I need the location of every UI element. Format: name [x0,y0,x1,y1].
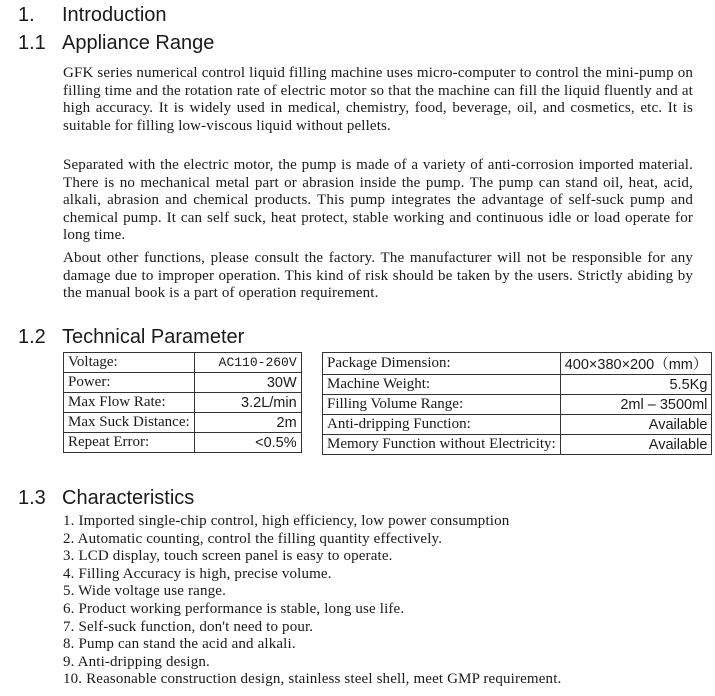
param-label: Filling Volume Range: [323,395,561,415]
section-title: Characteristics [62,487,195,509]
list-item: 9. Anti-dripping design. [63,653,210,670]
section-title: Introduction [62,4,167,26]
section-number: 1.1 [18,32,46,54]
list-item: 3. LCD display, touch screen panel is easy to operate. [63,548,393,565]
list-item: 7. Self-suck function, don't need to pour. [63,618,314,635]
param-label: Memory Function without Electricity: [323,435,561,455]
param-label: Machine Weight: [323,375,561,395]
param-value: 3.2L/min [194,393,301,413]
technical-parameter-table-left [63,352,302,453]
param-value: <0.5% [194,433,301,453]
characteristics-list [63,513,561,689]
list-item: 10. Reasonable construction design, stainless steel shell, meet GMP requirement. [63,671,562,688]
param-label: Max Suck Distance: [64,413,195,433]
table-row [323,353,712,375]
table-row [64,413,302,433]
param-value: 2m [194,413,301,433]
section-heading-characteristics [18,487,194,510]
section-number: 1.3 [18,487,46,509]
section-title: Appliance Range [62,32,215,54]
list-item: 6. Product working performance is stable, long use life. [63,600,405,617]
param-value: Available [560,415,712,435]
table-row [323,375,712,395]
section-heading-technical-parameter [18,326,244,349]
list-item: 2. Automatic counting, control the filling quantity effectively. [63,530,443,547]
param-value: 2ml – 3500ml [560,395,712,415]
section-heading-appliance-range [18,32,214,55]
list-item: 8. Pump can stand the acid and alkali. [63,636,296,653]
section-heading-introduction [18,4,167,27]
section-number: 1.2 [18,326,46,348]
param-value: 30W [194,373,301,393]
param-label: Voltage: [64,353,195,373]
param-value: AC110-260V [194,353,301,373]
table-row [323,415,712,435]
technical-parameter-table-right [322,352,712,455]
param-label: Package Dimension: [323,353,561,375]
paragraph-pump-material: Separated with the electric motor, the pump is made of a variety of anti-corrosion imported material. There is no mechanical metal part or abrasion inside the pump. The pump can stand oil, heat, acid, alkali, abrasion and chemical products. This pump integrates the advantage of self-suck pump and chemical pump. It can self suck, heat protect, stable working and continuous idle or load operate for long time. [63,157,693,244]
table-row [64,433,302,453]
param-label: Power: [64,373,195,393]
list-item: 4. Filling Accuracy is high, precise volume. [63,565,332,582]
table-row [64,373,302,393]
param-value: 5.5Kg [560,375,712,395]
paragraph-overview: GFK series numerical control liquid filling machine uses micro-computer to control the mini-pump on filling time and the rotation rate of electric motor so that the machine can fill the liquid fluently and at high accuracy. It is widely used in medical, chemistry, food, beverage, oil, and cosmetics, etc. It is suitable for filling low-viscous liquid without pellets. [63,65,693,134]
param-value: Available [560,435,712,455]
list-item: 5. Wide voltage use range. [63,583,226,600]
param-value: 400×380×200（mm） [560,353,712,375]
table-row [64,353,302,373]
param-label: Repeat Error: [64,433,195,453]
section-number: 1. [18,4,35,26]
table-row [323,435,712,455]
param-label: Max Flow Rate: [64,393,195,413]
table-row [323,395,712,415]
paragraph-disclaimer: About other functions, please consult the factory. The manufacturer will not be responsible for any damage due to improper operation. This kind of risk should be taken by the users. Strictly abiding by the manual book is a part of operation requirement. [63,250,693,302]
section-title: Technical Parameter [62,326,245,348]
param-label: Anti-dripping Function: [323,415,561,435]
table-row [64,393,302,413]
list-item: 1. Imported single-chip control, high efficiency, low power consumption [63,513,510,529]
